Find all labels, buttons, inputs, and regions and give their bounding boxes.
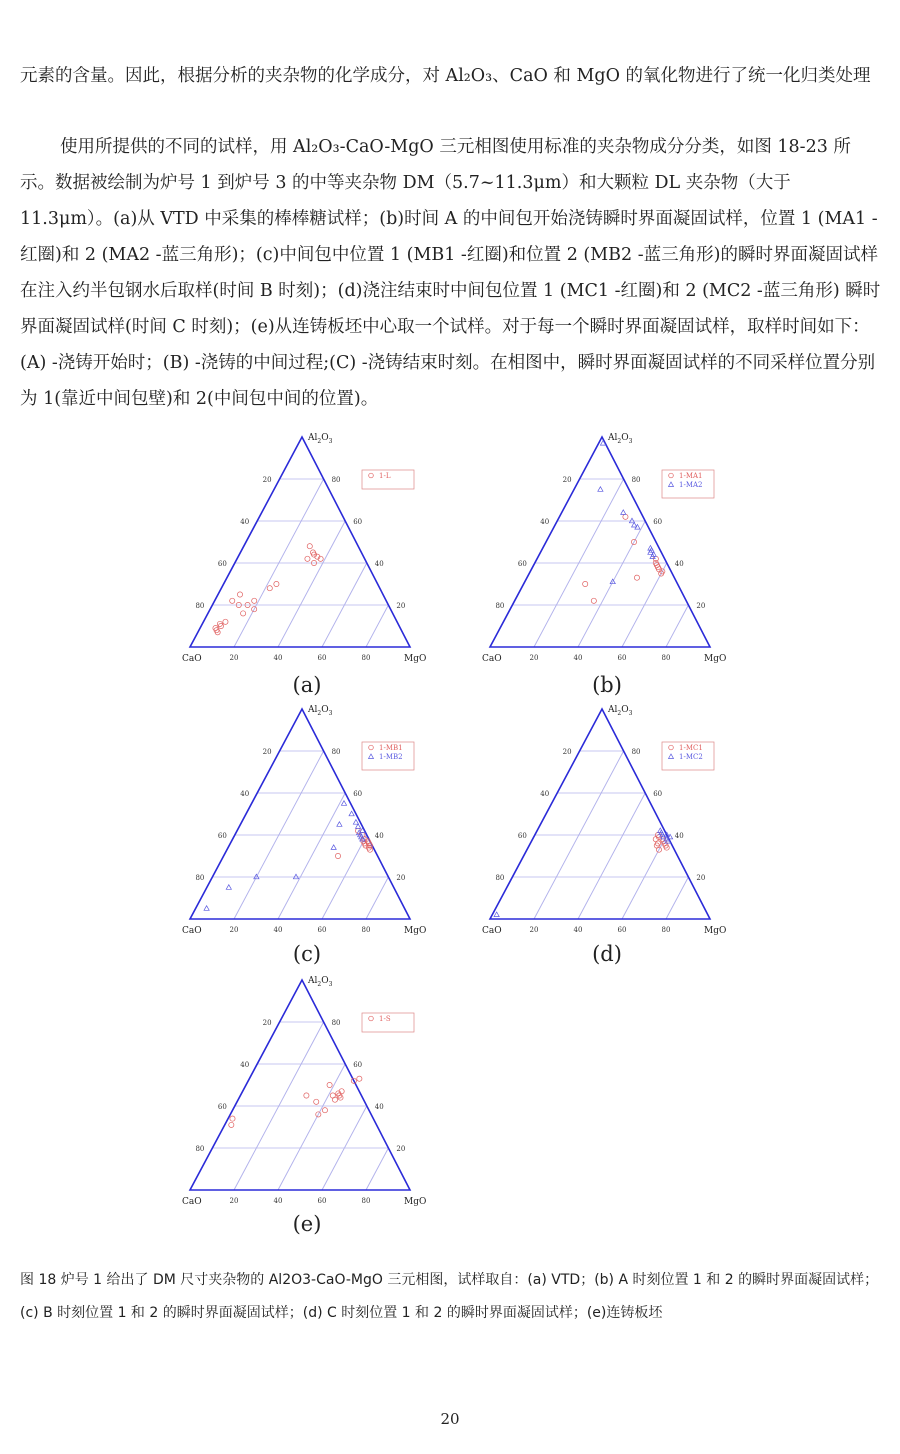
ternary-svg-e <box>180 968 440 1218</box>
tick-left-80: 80 <box>195 1145 205 1153</box>
tick-left-40: 40 <box>540 790 550 798</box>
data-point-1-S-8 <box>322 1108 327 1113</box>
axis-label-left: CaO <box>182 926 202 936</box>
data-point-1-L-9 <box>252 598 257 603</box>
tick-left-40: 40 <box>240 1061 250 1069</box>
tick-bottom-80: 80 <box>361 1197 371 1205</box>
data-point-1-MA1-11 <box>634 575 639 580</box>
tick-right-60: 60 <box>653 790 663 798</box>
data-point-1-MA1-9 <box>591 598 596 603</box>
tick-right-40: 40 <box>674 560 684 568</box>
tick-left-40: 40 <box>240 790 250 798</box>
data-point-1-L-13 <box>223 619 228 624</box>
tick-bottom-40: 40 <box>573 926 583 934</box>
sublabel-c: (c) <box>292 942 322 966</box>
ternary-svg-c <box>180 697 440 947</box>
data-point-1-S-7 <box>357 1076 362 1081</box>
tick-right-40: 40 <box>374 832 384 840</box>
tick-bottom-60: 60 <box>317 1197 327 1205</box>
legend-label-0: 1-MC1 <box>679 744 703 752</box>
data-point-1-L-20 <box>237 592 242 597</box>
grid-line-cao-2 <box>278 521 345 647</box>
grid-line-mgo-3 <box>666 877 688 919</box>
tick-left-60: 60 <box>217 560 227 568</box>
tick-left-60: 60 <box>517 832 527 840</box>
tick-bottom-60: 60 <box>317 926 327 934</box>
sublabel-a: (a) <box>292 673 322 697</box>
data-point-1-MA2-7 <box>598 487 603 492</box>
tick-bottom-20: 20 <box>229 654 239 662</box>
tick-right-80: 80 <box>631 476 641 484</box>
axis-label-left: CaO <box>182 654 202 664</box>
tick-right-80: 80 <box>331 1019 341 1027</box>
tick-right-60: 60 <box>353 790 363 798</box>
tick-bottom-20: 20 <box>229 926 239 934</box>
sublabel-d: (d) <box>592 942 622 966</box>
data-point-1-MA1-7 <box>623 514 628 519</box>
tick-right-40: 40 <box>674 832 684 840</box>
legend-label-0: 1-MB1 <box>379 744 403 752</box>
data-point-1-MB2-7 <box>349 811 354 816</box>
tick-left-60: 60 <box>517 560 527 568</box>
legend-label-0: 1-S <box>379 1015 391 1023</box>
tick-left-20: 20 <box>262 748 272 756</box>
ternary-plot-c <box>180 697 440 947</box>
axis-label-left: CaO <box>482 926 502 936</box>
axis-label-right: MgO <box>404 1197 427 1207</box>
grid-line-mgo-3 <box>366 1148 388 1190</box>
page-number: 20 <box>440 1410 460 1428</box>
triangle-frame <box>490 437 710 647</box>
data-point-1-MB2-14 <box>226 885 231 890</box>
tick-bottom-60: 60 <box>617 926 627 934</box>
sublabel-b: (b) <box>592 673 622 697</box>
ternary-svg-a <box>180 425 440 675</box>
axis-label-top: $Al_2O_3$ <box>308 976 333 988</box>
data-point-1-L-12 <box>241 611 246 616</box>
tick-left-20: 20 <box>562 476 572 484</box>
tick-left-80: 80 <box>195 874 205 882</box>
triangle-frame <box>190 709 410 919</box>
tick-bottom-80: 80 <box>361 926 371 934</box>
legend-label-1: 1-MB2 <box>379 753 403 761</box>
data-point-1-MB2-9 <box>341 801 346 806</box>
ternary-plot-b <box>480 425 740 675</box>
data-point-1-L-19 <box>230 598 235 603</box>
axis-label-left: CaO <box>182 1197 202 1207</box>
axis-label-right: MgO <box>704 654 727 664</box>
tick-bottom-80: 80 <box>361 654 371 662</box>
data-point-1-MA1-8 <box>583 581 588 586</box>
tick-right-60: 60 <box>353 1061 363 1069</box>
tick-left-60: 60 <box>217 832 227 840</box>
body-paragraph-2: 使用所提供的不同的试样，用 Al₂O₃-CaO-MgO 三元相图使用标准的夹杂物成分分类，如图 18-23 所示。数据被绘制为炉号 1 到炉号 3 的中等夹杂物 DM（5.7~11.3μm）和大颗粒 DL 夹杂物（大于 11.3μm）。(a)从 VTD 中采集的棒棒糖试样；(b)时间 A 的中间包开始浇铸瞬时界面凝固试样，位置 1 (MA1 -红圈)和 2 (MA2 -蓝三角形)；(c)中间包中位置 1 (MB1 -红圈)和位置 2 (MB2 -蓝三角形)的瞬时界面凝固试样在注入约半包钢水后取样(时间 B 时刻)；(d)浇注结束时中间包位置 1 (MC1 -红圈)和 2 (MC2 -蓝三角形) 瞬时界面凝固试样(时间 C 时刻)；(e)从连铸板坯中心取一个试样。对于每一个瞬时界面凝固试样，取样时间如下：(A) -浇铸开始时；(B) -浇铸的中间过程;(C) -浇铸结束时刻。在相图中，瞬时界面凝固试样的不同采样位置分别为 1(靠近中间包壁)和 2(中间包中间的位置)。 <box>20 137 881 409</box>
axis-label-left: CaO <box>482 654 502 664</box>
axis-label-right: MgO <box>704 926 727 936</box>
tick-left-20: 20 <box>562 748 572 756</box>
triangle-frame <box>190 980 410 1190</box>
tick-right-40: 40 <box>374 1103 384 1111</box>
data-point-1-MB2-13 <box>293 874 298 879</box>
tick-left-40: 40 <box>240 518 250 526</box>
data-point-1-S-10 <box>314 1099 319 1104</box>
axis-label-top: $Al_2O_3$ <box>608 433 633 445</box>
data-point-1-MC2-8 <box>494 912 499 917</box>
tick-left-20: 20 <box>262 476 272 484</box>
data-point-1-MB2-6 <box>353 820 358 825</box>
tick-right-20: 20 <box>696 874 706 882</box>
tick-bottom-80: 80 <box>661 926 671 934</box>
data-point-1-MB2-12 <box>204 906 209 911</box>
figure-caption: 图 18 炉号 1 给出了 DM 尺寸夹杂物的 Al2O3-CaO-MgO 三元相图，试样取自：(a) VTD；(b) A 时刻位置 1 和 2 的瞬时界面凝固试样；(c) B 时刻位置 1 和 2 的瞬时界面凝固试样；(d) C 时刻位置 1 和 2 的瞬时界面凝固试样；(e)连铸板坯 <box>20 1272 879 1321</box>
tick-bottom-20: 20 <box>529 654 539 662</box>
tick-bottom-40: 40 <box>273 1197 283 1205</box>
data-point-1-S-4 <box>330 1093 335 1098</box>
sublabel-e: (e) <box>292 1212 322 1236</box>
tick-left-80: 80 <box>195 602 205 610</box>
tick-bottom-40: 40 <box>273 926 283 934</box>
tick-right-20: 20 <box>396 874 406 882</box>
data-point-1-S-14 <box>230 1116 235 1121</box>
tick-left-80: 80 <box>495 874 505 882</box>
axis-label-top: $Al_2O_3$ <box>308 433 333 445</box>
tick-right-40: 40 <box>374 560 384 568</box>
data-point-1-L-7 <box>274 581 279 586</box>
tick-right-20: 20 <box>696 602 706 610</box>
tick-right-20: 20 <box>396 1145 406 1153</box>
grid-line-mgo-3 <box>666 605 688 647</box>
legend-label-1: 1-MA2 <box>679 481 703 489</box>
tick-bottom-20: 20 <box>229 1197 239 1205</box>
tick-left-40: 40 <box>540 518 550 526</box>
ternary-svg-b <box>480 425 740 675</box>
tick-right-60: 60 <box>353 518 363 526</box>
ternary-plot-e <box>180 968 440 1218</box>
tick-bottom-60: 60 <box>317 654 327 662</box>
tick-right-80: 80 <box>331 476 341 484</box>
grid-line-cao-2 <box>578 793 645 919</box>
tick-left-20: 20 <box>262 1019 272 1027</box>
body-paragraph-1: 元素的含量。因此，根据分析的夹杂物的化学成分，对 Al₂O₃、CaO 和 MgO 的氧化物进行了统一化归类处理 <box>20 66 871 86</box>
ternary-svg-d <box>480 697 740 947</box>
legend-label-1: 1-MC2 <box>679 753 703 761</box>
triangle-frame <box>190 437 410 647</box>
axis-label-top: $Al_2O_3$ <box>308 705 333 717</box>
tick-right-20: 20 <box>396 602 406 610</box>
data-point-1-MA2-9 <box>629 518 634 523</box>
data-point-1-S-13 <box>229 1122 234 1127</box>
grid-line-mgo-3 <box>366 605 388 647</box>
tick-bottom-80: 80 <box>661 654 671 662</box>
data-point-1-L-0 <box>305 556 310 561</box>
data-point-1-MB2-10 <box>331 845 336 850</box>
grid-line-mgo-3 <box>366 877 388 919</box>
ternary-plot-a <box>180 425 440 675</box>
data-point-1-MB2-8 <box>337 822 342 827</box>
axis-label-right: MgO <box>404 654 427 664</box>
tick-bottom-40: 40 <box>273 654 283 662</box>
ternary-plot-d <box>480 697 740 947</box>
triangle-frame <box>490 709 710 919</box>
data-point-1-S-12 <box>327 1082 332 1087</box>
tick-bottom-60: 60 <box>617 654 627 662</box>
tick-right-80: 80 <box>331 748 341 756</box>
tick-right-80: 80 <box>631 748 641 756</box>
axis-label-top: $Al_2O_3$ <box>608 705 633 717</box>
data-point-1-L-4 <box>307 544 312 549</box>
data-point-1-S-11 <box>304 1093 309 1098</box>
data-point-1-MB1-11 <box>335 853 340 858</box>
legend-label-0: 1-L <box>379 472 391 480</box>
tick-bottom-40: 40 <box>573 654 583 662</box>
tick-right-60: 60 <box>653 518 663 526</box>
tick-bottom-20: 20 <box>529 926 539 934</box>
tick-left-60: 60 <box>217 1103 227 1111</box>
grid-line-cao-2 <box>278 1064 345 1190</box>
tick-left-80: 80 <box>495 602 505 610</box>
legend-label-0: 1-MA1 <box>679 472 703 480</box>
axis-label-right: MgO <box>404 926 427 936</box>
data-point-1-L-8 <box>267 586 272 591</box>
data-point-1-MA2-8 <box>621 510 626 515</box>
